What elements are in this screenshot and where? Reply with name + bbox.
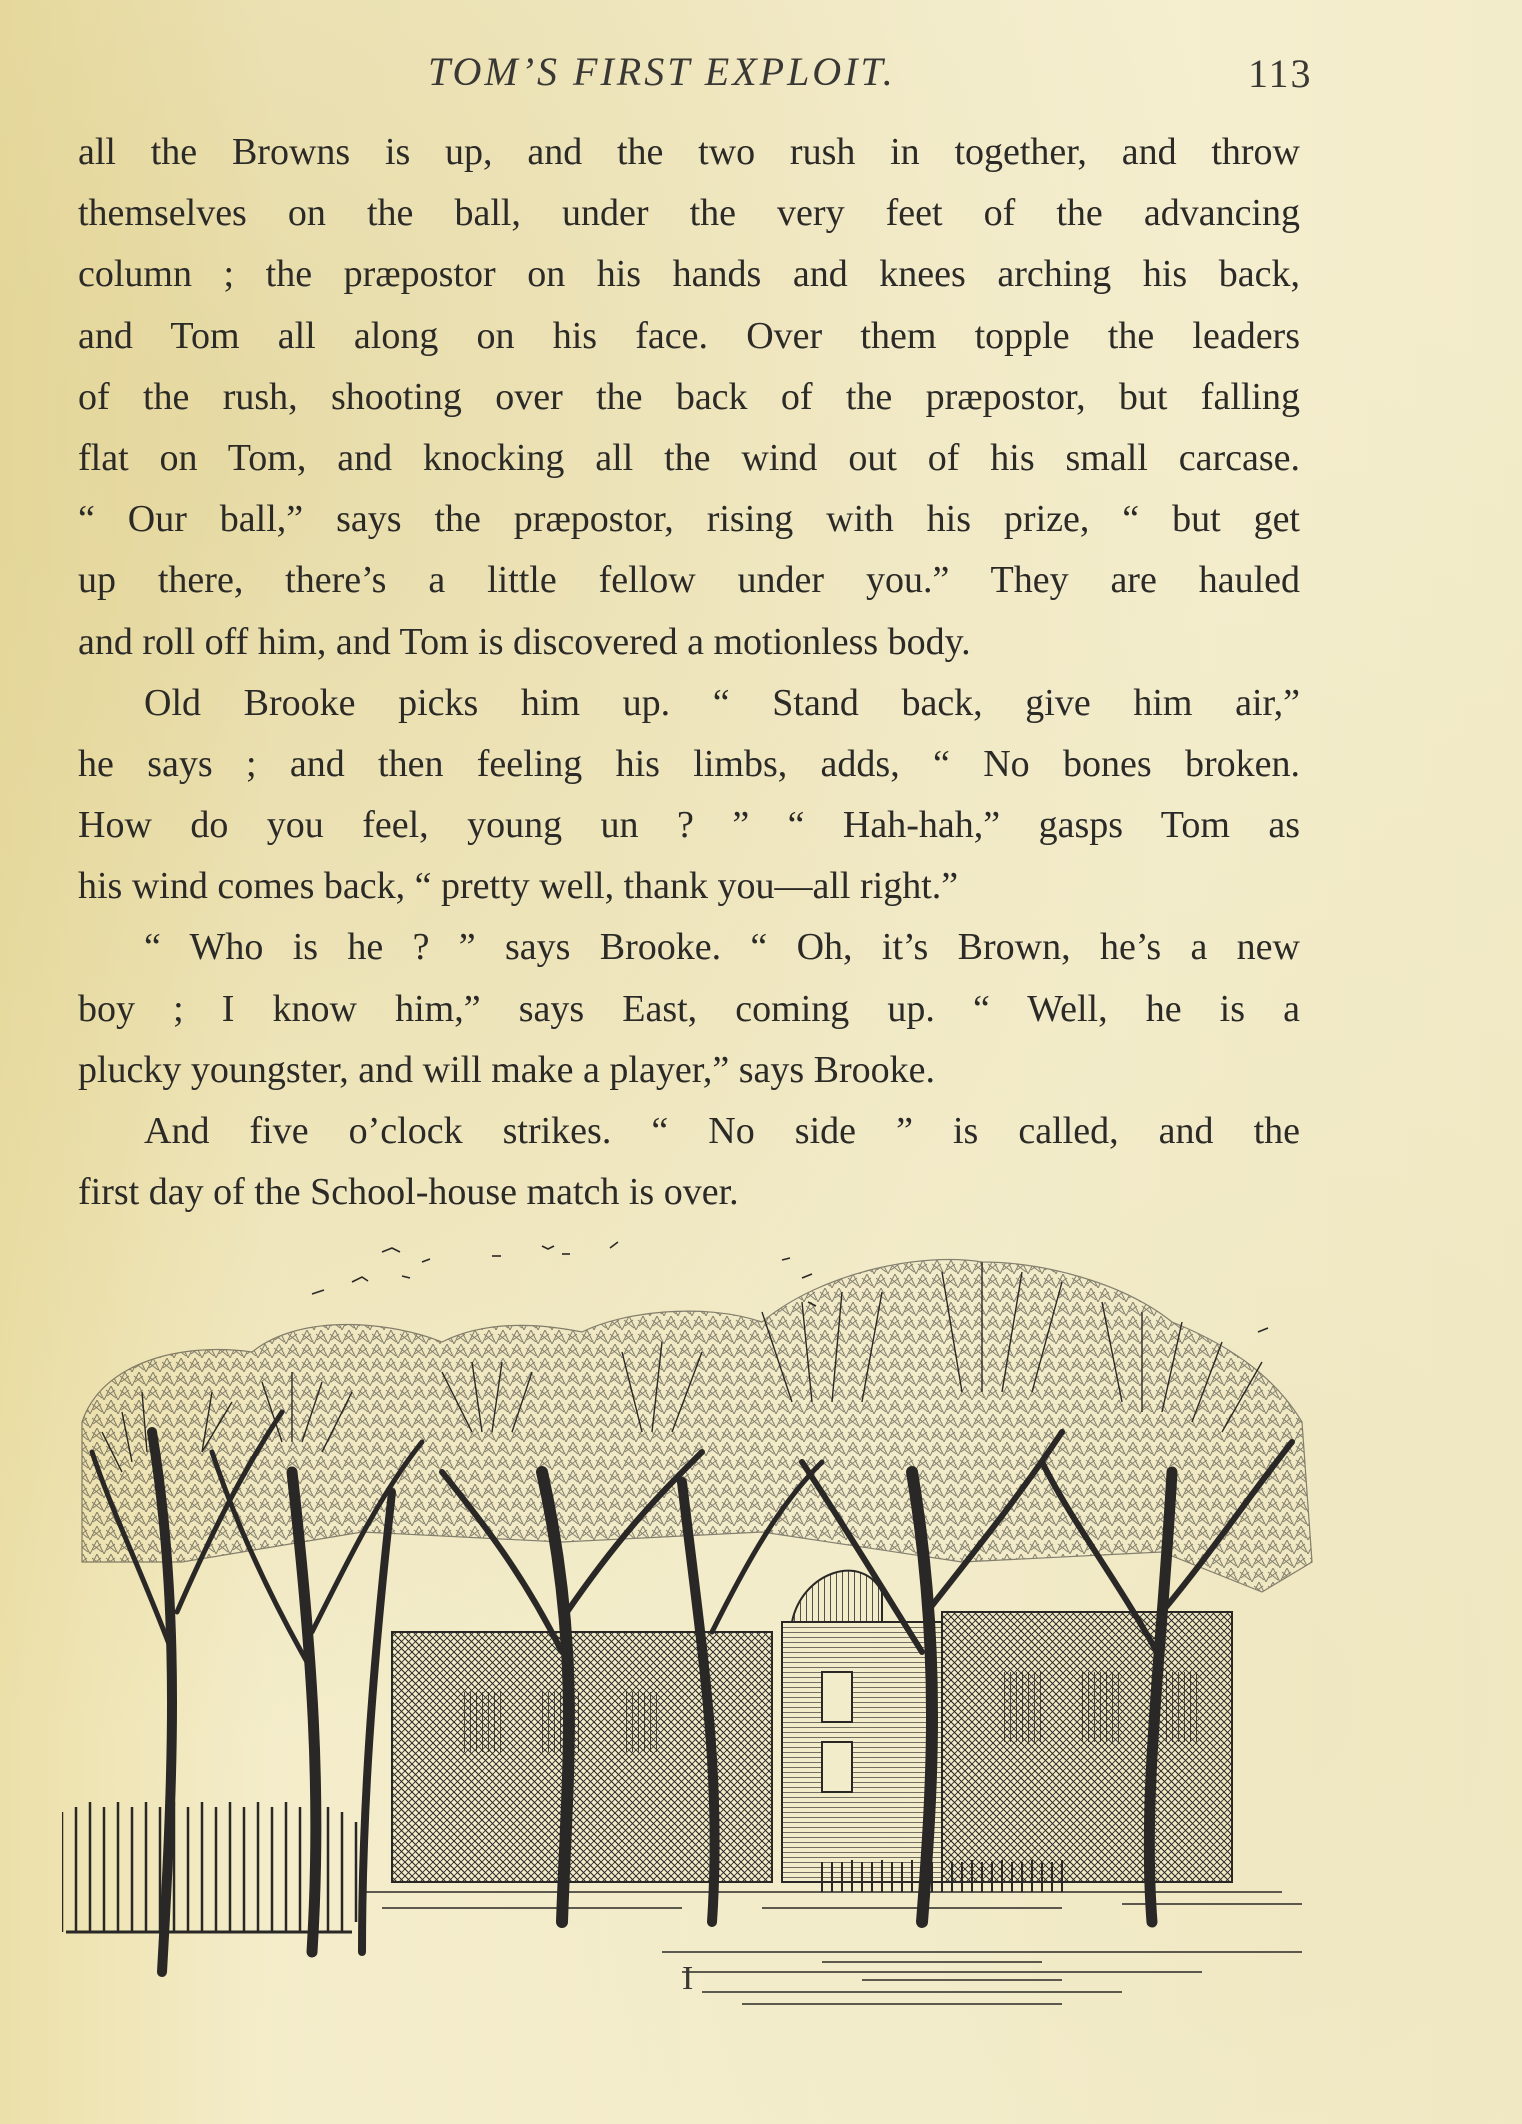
tree-canopy xyxy=(82,1260,1312,1593)
school-buildings xyxy=(392,1571,1232,1882)
text-line: his wind comes back, “ pretty well, thank you—all right.” xyxy=(78,865,959,908)
text-line: and Tom all along on his face. Over them topple the leaders xyxy=(78,314,1300,357)
text-line: flat on Tom, and knocking all the wind out of his small carcase. xyxy=(78,436,1300,479)
engraving-svg xyxy=(62,1232,1326,2124)
body-text xyxy=(78,122,1300,1223)
running-head xyxy=(0,48,1522,98)
text-line: and roll off him, and Tom is discovered a motionless body. xyxy=(78,620,971,663)
ground xyxy=(362,1892,1302,2004)
text-line: And five o’clock strikes. “ No side ” is called, and the xyxy=(144,1110,1300,1152)
page-number: 113 xyxy=(1248,51,1313,96)
text-line: “ Who is he ? ” says Brooke. “ Oh, it’s Brown, he’s a new xyxy=(144,926,1300,969)
text-line: “ Our ball,” says the præpostor, rising with his prize, “ but get xyxy=(78,498,1300,541)
text-line: of the rush, shooting over the back of the præpostor, but falling xyxy=(78,375,1300,418)
text-line: themselves on the ball, under the very feet of the advancing xyxy=(78,192,1300,235)
engraving-illustration xyxy=(62,1232,1326,2124)
text-line: all the Browns is up, and the two rush in together, and throw xyxy=(78,131,1300,173)
text-line: plucky youngster, and will make a player,” says Brooke. xyxy=(78,1048,936,1091)
text-line: How do you feel, young un ? ” “ Hah-hah,” gasps Tom as xyxy=(78,804,1300,847)
signature-mark: I xyxy=(682,1960,694,1997)
text-line: boy ; I know him,” says East, coming up. “ Well, he is a xyxy=(78,987,1300,1030)
text-line: up there, there’s a little fellow under you.” They are hauled xyxy=(78,559,1300,602)
text-line: column ; the præpostor on his hands and knees arching his back, xyxy=(78,253,1300,296)
text-line: first day of the School-house match is over. xyxy=(78,1171,739,1214)
text-line: Old Brooke picks him up. “ Stand back, give him air,” xyxy=(144,681,1300,724)
text-line: he says ; and then feeling his limbs, adds, “ No bones broken. xyxy=(78,742,1300,785)
running-title: TOM’S FIRST EXPLOIT. xyxy=(428,49,896,94)
